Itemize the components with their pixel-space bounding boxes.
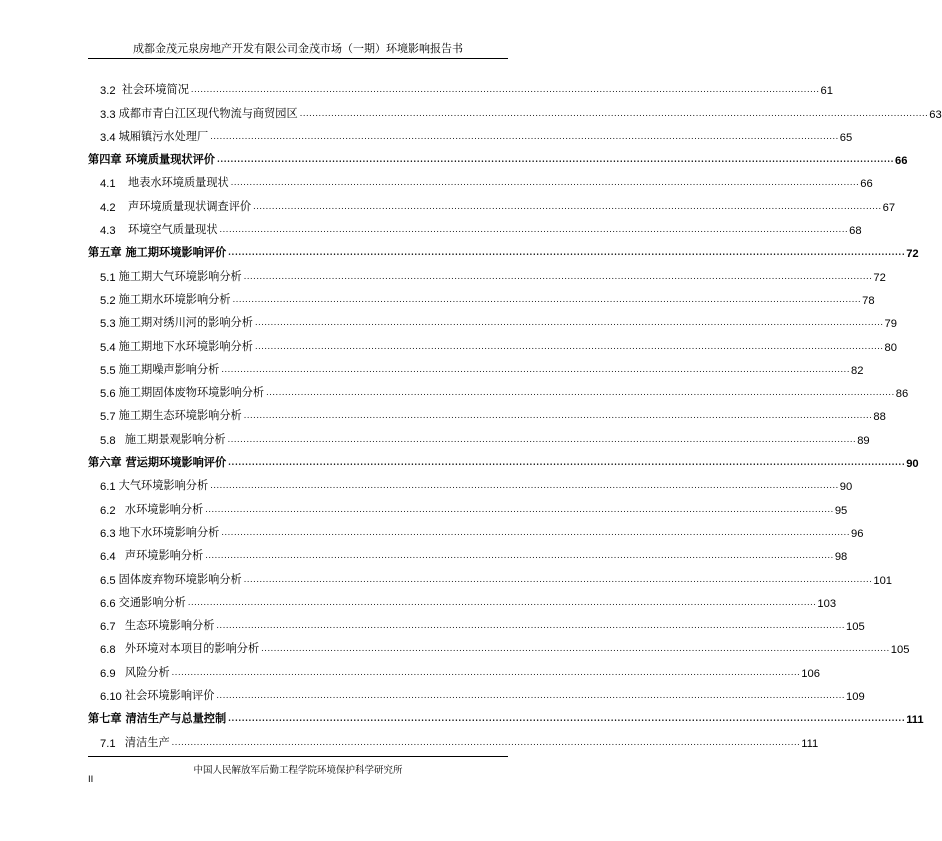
toc-leader-dots: ........................................................................................................................................................................................................ — [221, 364, 850, 374]
toc-section-entry[interactable] — [88, 284, 875, 307]
toc-section-entry[interactable] — [88, 307, 897, 331]
toc-section-entry[interactable] — [88, 587, 837, 610]
toc-entry-title: 营运期环境影响评价 — [125, 455, 227, 470]
table-of-contents — [88, 74, 942, 750]
running-header: 成都金茂元泉房地产开发有限公司金茂市场（一期）环境影响报告书 — [133, 42, 463, 55]
toc-entry-title: 施工期大气环境影响分析 — [118, 269, 242, 283]
toc-entry-number: 5.1 — [100, 271, 119, 284]
toc-entry-page: 79 — [884, 318, 897, 331]
toc-chapter-entry[interactable] — [88, 144, 908, 168]
toc-section-entry[interactable] — [88, 680, 865, 704]
toc-leader-dots: ........................................................................................................................................................................................................ — [243, 411, 873, 421]
toc-leader-dots: ........................................................................................................................................................................................................ — [253, 201, 882, 211]
toc-entry-title: 成都市青白江区现代物流与商贸园区 — [118, 106, 298, 120]
toc-entry-page: 106 — [801, 667, 820, 680]
toc-entry-title: 施工期景观影响分析 — [124, 432, 226, 446]
toc-entry-page: 95 — [834, 504, 848, 517]
toc-section-entry[interactable] — [88, 540, 848, 564]
toc-entry-number: 6.5 — [100, 574, 119, 587]
toc-leader-dots: ........................................................................................................................................................................................................ — [216, 154, 895, 165]
toc-entry-number: 第六章 — [88, 455, 126, 470]
toc-entry-page: 103 — [817, 597, 837, 610]
toc-entry-title: 社会环境简况 — [121, 83, 189, 97]
toc-entry-title: 城厢镇污水处理厂 — [118, 129, 209, 143]
page-number: II — [88, 774, 94, 785]
toc-entry-title: 声环境质量现状调查评价 — [128, 199, 252, 213]
toc-entry-page: 82 — [850, 364, 864, 377]
toc-entry-page: 66 — [860, 178, 873, 191]
toc-leader-dots: ........................................................................................................................................................................................................ — [205, 504, 834, 514]
toc-entry-number: 3.2 — [100, 85, 122, 98]
toc-entry-number: 5.4 — [100, 341, 119, 354]
toc-entry-title: 施工期地下水环境影响分析 — [118, 339, 253, 353]
toc-leader-dots: ........................................................................................................................................................................................................ — [190, 85, 820, 95]
toc-leader-dots: ........................................................................................................................................................................................................ — [219, 225, 849, 235]
toc-leader-dots: ........................................................................................................................................................................................................ — [243, 574, 873, 584]
toc-section-entry[interactable] — [88, 74, 833, 98]
toc-section-entry[interactable] — [88, 656, 820, 680]
toc-section-entry[interactable] — [88, 517, 864, 540]
toc-entry-title: 大气环境影响分析 — [118, 479, 209, 493]
toc-leader-dots: ........................................................................................................................................................................................................ — [254, 341, 884, 351]
toc-entry-page: 66 — [895, 155, 908, 168]
toc-entry-title: 清洁生产 — [124, 735, 170, 749]
toc-leader-dots: ........................................................................................................................................................................................................ — [266, 388, 895, 398]
toc-section-entry[interactable] — [88, 121, 853, 144]
toc-entry-page: 90 — [906, 458, 919, 471]
toc-section-entry[interactable] — [88, 167, 873, 191]
toc-entry-title: 地表水环境质量现状 — [128, 176, 229, 190]
toc-entry-title: 生态环境影响分析 — [124, 619, 215, 633]
toc-entry-number: 第五章 — [88, 245, 126, 260]
toc-leader-dots: ........................................................................................................................................................................................................ — [187, 597, 817, 607]
toc-section-entry[interactable] — [88, 470, 853, 494]
toc-entry-page: 111 — [906, 714, 924, 727]
toc-entry-page: 111 — [801, 737, 819, 750]
toc-entry-page: 72 — [873, 271, 886, 284]
toc-entry-page: 88 — [873, 411, 886, 424]
toc-entry-title: 施工期固体废物环境影响分析 — [118, 386, 265, 400]
toc-leader-dots: ........................................................................................................................................................................................................ — [228, 713, 906, 724]
toc-leader-dots: ........................................................................................................................................................................................................ — [210, 481, 839, 491]
toc-entry-page: 72 — [906, 248, 919, 261]
toc-entry-title: 施工期生态环境影响分析 — [118, 409, 242, 423]
toc-section-entry[interactable] — [88, 493, 848, 517]
running-footer: 中国人民解放军后勤工程学院环境保护科学研究所 — [193, 765, 403, 776]
toc-entry-title: 固体废弃物环境影响分析 — [118, 572, 242, 586]
toc-entry-title: 水环境影响分析 — [124, 502, 204, 516]
toc-entry-title: 施工期噪声影响分析 — [118, 362, 220, 376]
toc-entry-page: 98 — [834, 551, 848, 564]
toc-leader-dots: ........................................................................................................................................................................................................ — [210, 131, 839, 141]
toc-leader-dots: ........................................................................................................................................................................................................ — [171, 667, 801, 677]
toc-leader-dots: ........................................................................................................................................................................................................ — [228, 247, 906, 258]
toc-entry-number: 6.8 — [100, 644, 125, 657]
toc-entry-title: 风险分析 — [124, 665, 170, 679]
toc-leader-dots: ........................................................................................................................................................................................................ — [243, 271, 873, 281]
toc-entry-number: 6.6 — [100, 597, 119, 610]
toc-entry-page: 67 — [882, 201, 896, 214]
toc-section-entry[interactable] — [88, 260, 886, 284]
toc-leader-dots: ........................................................................................................................................................................................................ — [232, 294, 862, 304]
toc-entry-page: 61 — [820, 85, 833, 98]
toc-entry-number: 6.1 — [100, 481, 119, 494]
toc-entry-page: 63 — [929, 108, 942, 121]
toc-entry-number: 5.2 — [100, 294, 119, 307]
toc-entry-page: 90 — [839, 481, 853, 494]
toc-entry-page: 105 — [846, 621, 865, 634]
toc-entry-page: 86 — [895, 388, 909, 401]
toc-leader-dots: ........................................................................................................................................................................................................ — [221, 527, 850, 537]
toc-entry-number: 4.3 — [100, 225, 128, 238]
toc-section-entry[interactable] — [88, 354, 864, 377]
toc-entry-title: 社会环境影响评价 — [124, 689, 215, 703]
toc-chapter-entry[interactable] — [88, 703, 924, 727]
toc-entry-page: 80 — [884, 341, 897, 354]
toc-entry-number: 3.4 — [100, 131, 119, 144]
toc-entry-title: 施工期水环境影响分析 — [118, 292, 231, 306]
toc-entry-number: 4.1 — [100, 178, 128, 191]
toc-entry-page: 96 — [850, 527, 864, 540]
toc-section-entry[interactable] — [88, 633, 910, 657]
toc-section-entry[interactable] — [88, 97, 942, 121]
toc-leader-dots: ........................................................................................................................................................................................................ — [216, 691, 845, 701]
toc-entry-number: 4.2 — [100, 201, 128, 214]
toc-leader-dots: ........................................................................................................................................................................................................ — [171, 737, 801, 747]
toc-entry-title: 声环境影响分析 — [124, 549, 204, 563]
toc-leader-dots: ........................................................................................................................................................................................................ — [230, 178, 860, 188]
footer-divider — [88, 756, 508, 757]
toc-entry-title: 施工期对绣川河的影响分析 — [118, 316, 253, 330]
toc-section-entry[interactable] — [88, 214, 862, 238]
toc-section-entry[interactable] — [88, 563, 893, 587]
toc-entry-page: 78 — [862, 294, 875, 307]
toc-leader-dots: ........................................................................................................................................................................................................ — [205, 551, 834, 561]
toc-entry-number: 5.8 — [100, 434, 125, 447]
toc-section-entry[interactable] — [88, 377, 909, 401]
toc-entry-page: 105 — [890, 644, 910, 657]
toc-entry-number: 5.5 — [100, 364, 119, 377]
toc-section-entry[interactable] — [88, 610, 865, 634]
toc-entry-page: 109 — [846, 691, 865, 704]
toc-section-entry[interactable] — [88, 330, 897, 354]
toc-entry-title: 地下水环境影响分析 — [118, 525, 220, 539]
toc-entry-number: 第七章 — [88, 711, 126, 726]
toc-entry-title: 施工期环境影响评价 — [125, 245, 227, 260]
toc-entry-page: 89 — [857, 434, 870, 447]
toc-entry-number: 6.7 — [100, 621, 125, 634]
toc-entry-number: 3.3 — [100, 108, 119, 121]
toc-leader-dots: ........................................................................................................................................................................................................ — [261, 644, 890, 654]
toc-section-entry[interactable] — [88, 423, 870, 447]
toc-leader-dots: ........................................................................................................................................................................................................ — [254, 318, 884, 328]
toc-entry-title: 清洁生产与总量控制 — [125, 711, 227, 726]
toc-entry-page: 68 — [849, 225, 862, 238]
toc-entry-number: 6.2 — [100, 504, 125, 517]
toc-entry-number: 6.4 — [100, 551, 125, 564]
toc-entry-number: 第四章 — [88, 152, 126, 167]
toc-leader-dots: ........................................................................................................................................................................................................ — [299, 108, 929, 118]
toc-entry-title: 交通影响分析 — [118, 595, 186, 609]
toc-chapter-entry[interactable] — [88, 237, 919, 261]
toc-entry-title: 外环境对本项目的影响分析 — [124, 642, 260, 656]
toc-leader-dots: ........................................................................................................................................................................................................ — [227, 434, 857, 444]
header-divider — [88, 58, 508, 59]
toc-entry-title: 环境质量现状评价 — [125, 152, 215, 167]
toc-entry-number: 6.10 — [100, 691, 125, 704]
toc-entry-number: 6.3 — [100, 527, 119, 540]
toc-entry-number: 5.6 — [100, 388, 119, 401]
toc-entry-page: 101 — [873, 574, 893, 587]
toc-section-entry[interactable] — [88, 400, 886, 424]
toc-leader-dots: ........................................................................................................................................................................................................ — [216, 621, 845, 631]
toc-entry-number: 5.3 — [100, 318, 119, 331]
toc-entry-page: 65 — [839, 131, 853, 144]
toc-section-entry[interactable] — [88, 190, 896, 214]
toc-entry-title: 环境空气质量现状 — [128, 223, 218, 237]
toc-entry-number: 5.7 — [100, 411, 119, 424]
toc-entry-number: 7.1 — [100, 737, 125, 750]
toc-chapter-entry[interactable] — [88, 447, 919, 471]
toc-leader-dots: ........................................................................................................................................................................................................ — [228, 457, 906, 468]
toc-section-entry[interactable] — [88, 726, 819, 750]
toc-entry-number: 6.9 — [100, 667, 125, 680]
